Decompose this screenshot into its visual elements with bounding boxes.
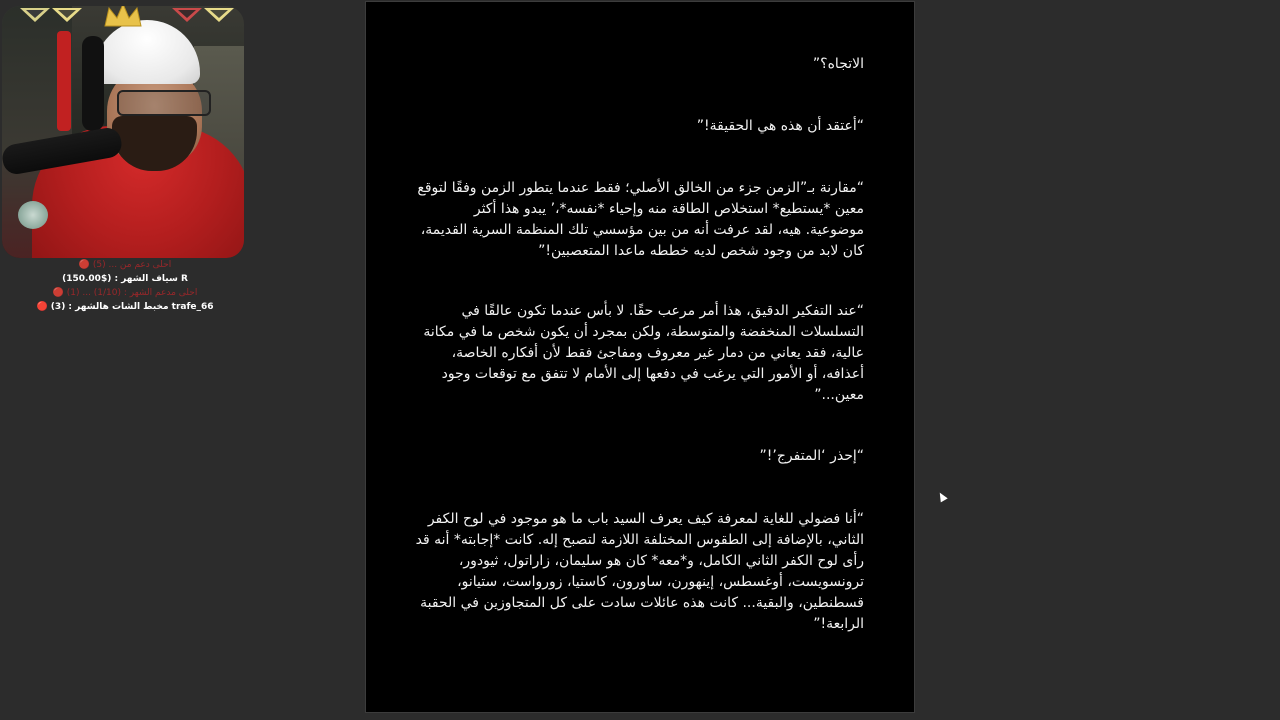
pattern-icon-left <box>20 8 50 22</box>
paragraph: “أنا فضولي للغاية لمعرفة كيف يعرف السيد باب ما هو موجود في لوح الكفر الثاني، بالإضافة إلى الطقوس المختلفة اللازمة لتصبح إله. كانت *إجابته* أنه قد رأى لوح الكفر الثاني الكامل، و*معه* كان هو سليمان، زاراتول، ثيودور، ترونسويست، أوغسطس، إينهورن، ساورون، كاستيا، زورواست، ستيانو، قسطنطين، والبقية... كانت هذه عائلات سادت على كل المتجاوزين في الحقبة الرابعة!” <box>415 511 864 632</box>
streamer-glasses <box>117 90 211 116</box>
pattern-icon-right <box>172 8 202 22</box>
alert-line: سياف الشهر : ($150.00) R <box>62 274 188 284</box>
paragraph: “عند التفكير الدقيق، هذا أمر مرعب حقًا. لا بأس عندما تكون عالقًا في التسلسلات المنخفضة والمتوسطة، ولكن بمجرد أن يكون شخص ما في مكانة عالية، فقد يعاني من دمار غير معروف ومفاجئ فقط لأن أفكاره الخاصة، أعذافه، أو الأمور التي يرغب في دفعها إلى الأمام لا تتفق مع توقعات وجود معين...” <box>423 303 864 403</box>
pattern-icon-left-2 <box>52 8 82 22</box>
alert-line: 🔴 احلى دعم من ... (5) <box>78 260 172 270</box>
alert-line: 🔴 احلى مدعم الشهر : (1/10) ... (1) <box>52 288 198 298</box>
crown-icon <box>103 6 143 28</box>
mic-stand <box>57 31 71 131</box>
paragraph: “إحذر ‘المتفرج’!” <box>759 448 864 464</box>
figurine <box>18 201 48 229</box>
paragraph: “مقارنة بـ”الزمن جزء من الخالق الأصلي؛ فقط عندما يتطور الزمن وفقًا لتوقع معين *يستطيع* استخلاص الطاقة منه وإحياء *نفسه*،’ يبدو هذا أكثر موضوعية. هيه، لقد عرفت أنه من بين مؤسسي تلك المنظمة السرية القديمة، كان لابد من وجود شخص لديه خططه ماعدا المتعصبين!” <box>417 180 864 259</box>
document-page[interactable] <box>366 2 914 712</box>
streamer-cap <box>94 20 200 84</box>
paragraph: الاتجاه؟” <box>812 56 864 72</box>
headphone <box>82 36 104 131</box>
alert-line: 🔴 مخبط الشات هالشهر : (3) trafe_66 <box>36 302 214 312</box>
stream-alerts <box>0 258 250 314</box>
pattern-icon-right-2 <box>204 8 234 22</box>
mouse-cursor-icon <box>936 491 947 503</box>
paragraph: “أعتقد أن هذه هي الحقيقة!” <box>696 118 864 134</box>
webcam-feed <box>2 6 244 258</box>
